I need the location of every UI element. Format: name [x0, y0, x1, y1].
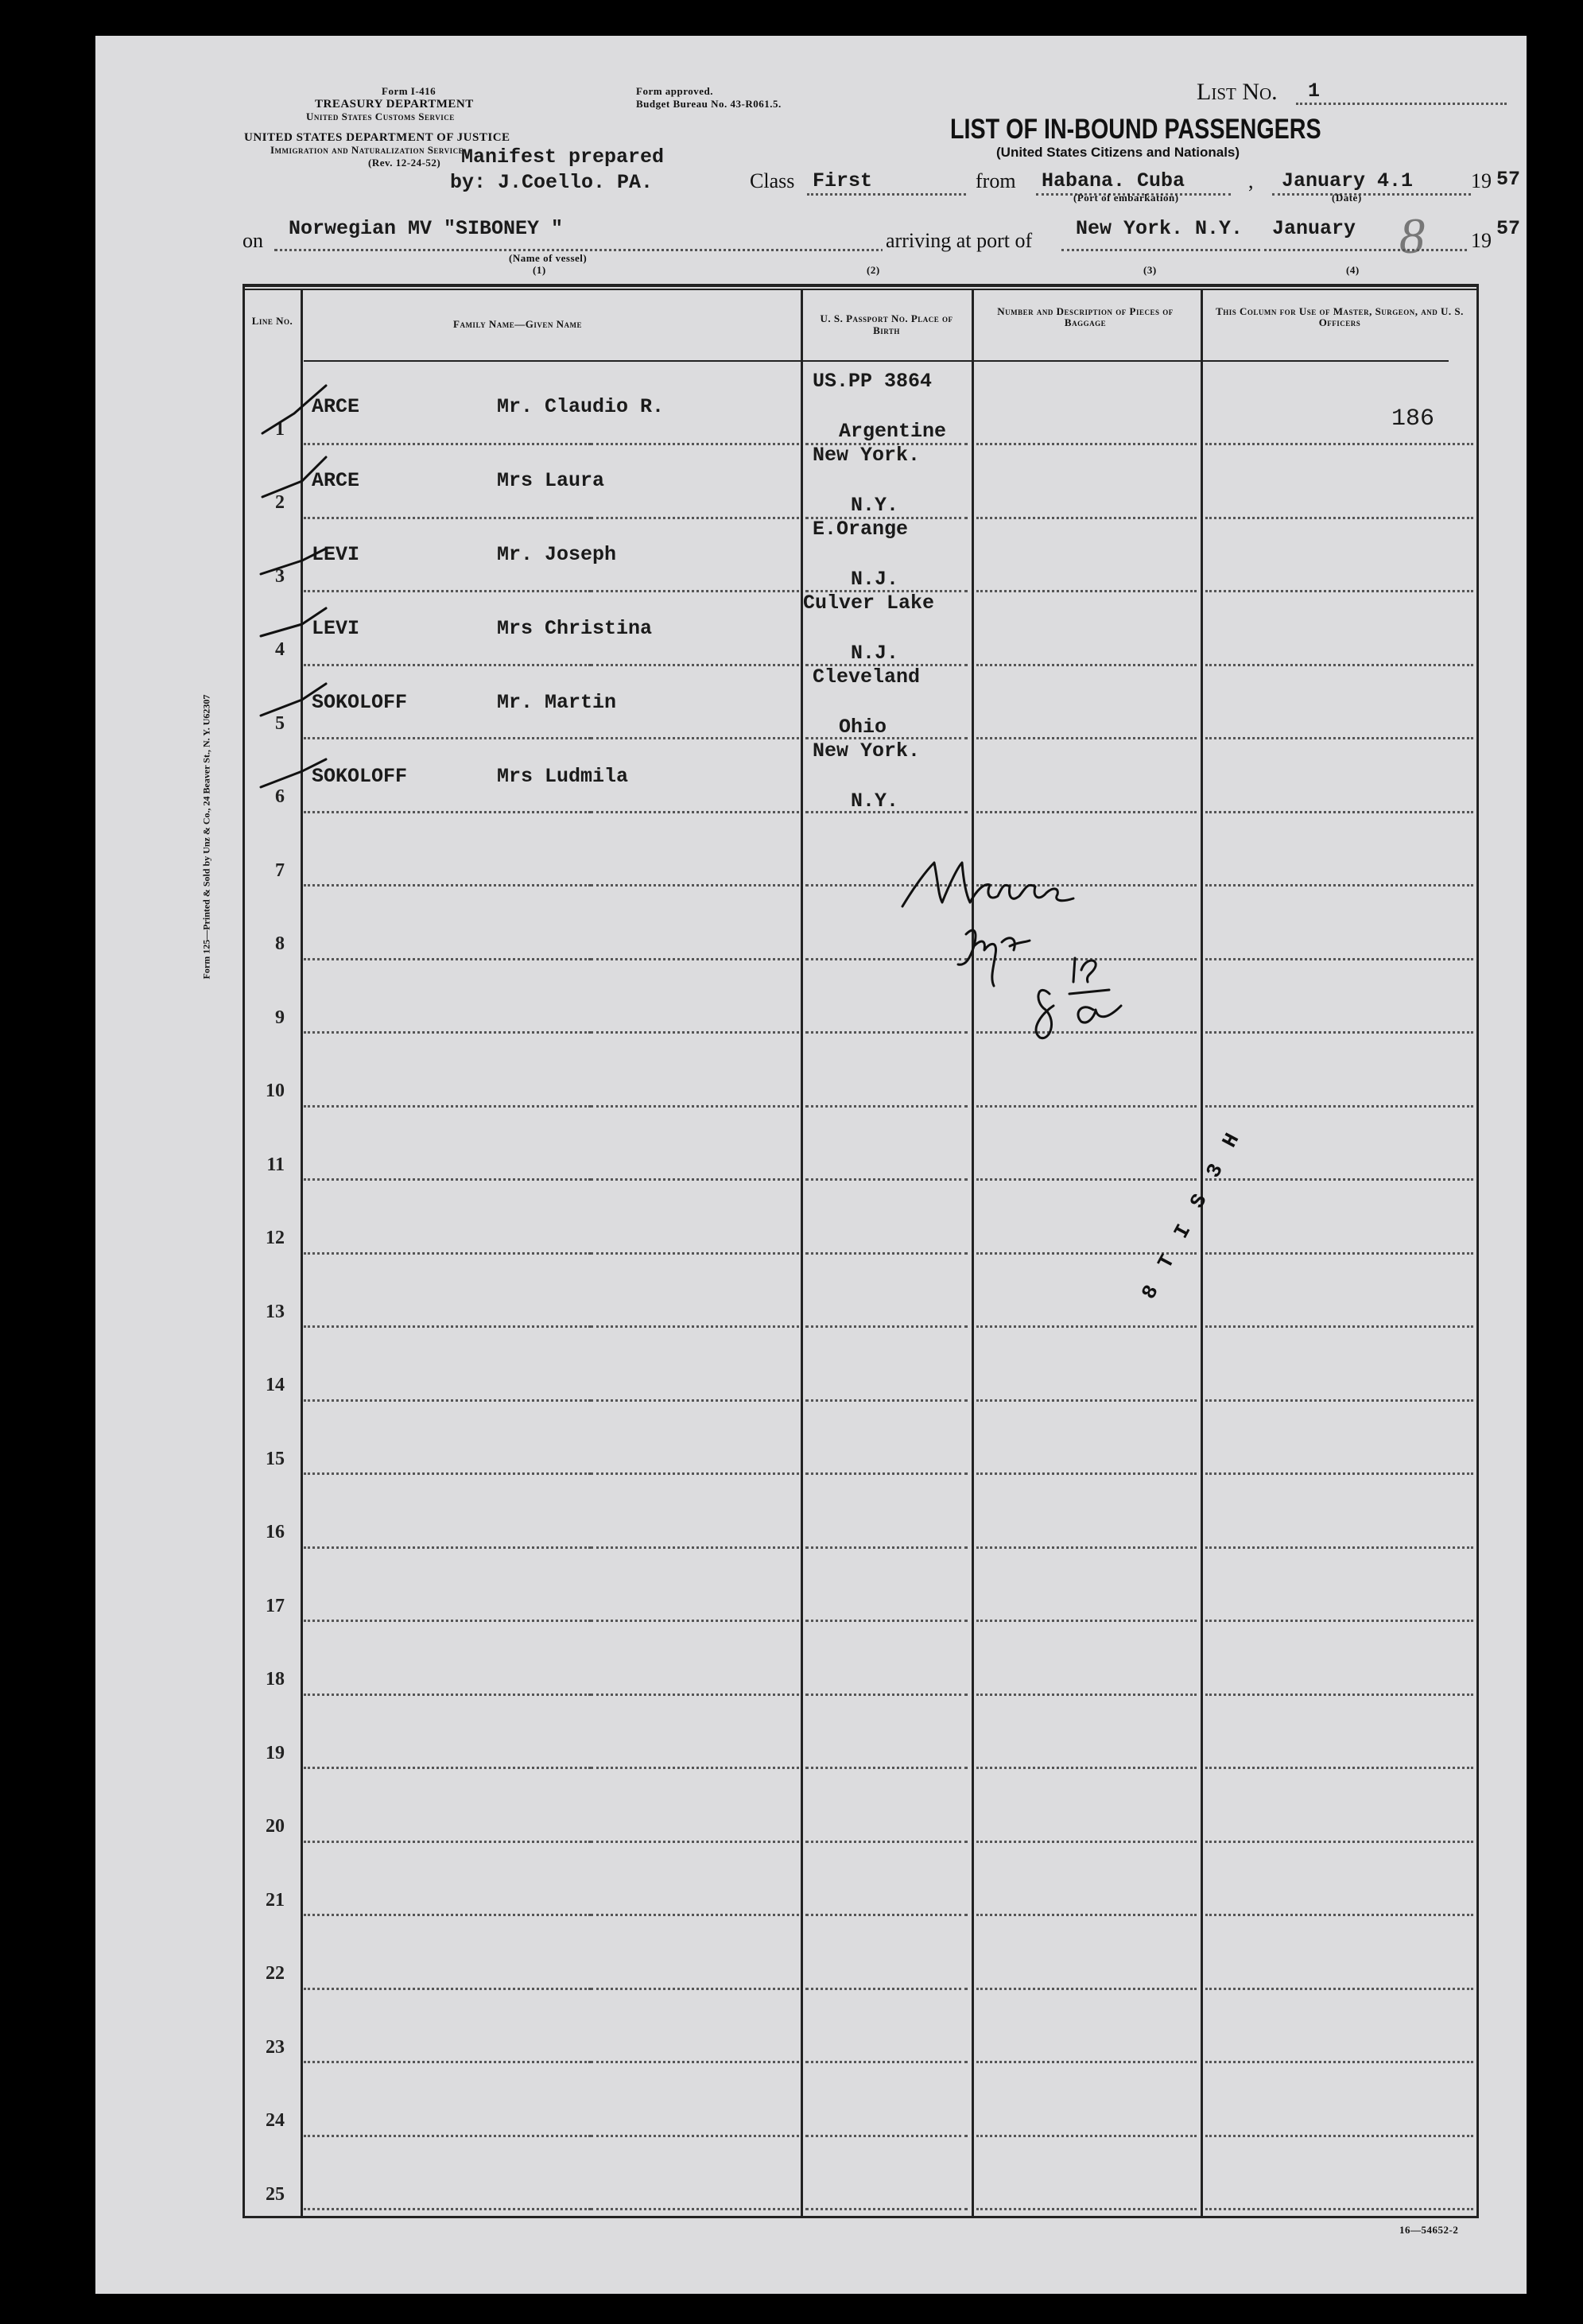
row-separator	[1205, 811, 1473, 813]
row-separator	[304, 958, 591, 960]
row-separator	[591, 1472, 799, 1475]
row-separator	[1205, 884, 1473, 887]
depart-year-prefix: 19	[1471, 169, 1492, 192]
row-separator	[1205, 1546, 1473, 1549]
row-separator	[1205, 1399, 1473, 1402]
row-separator	[976, 443, 1197, 445]
inspector-signature	[890, 839, 1129, 1053]
row-number: 17	[266, 1596, 285, 1616]
row-separator	[1205, 2135, 1473, 2137]
row-separator	[805, 1105, 968, 1108]
row-separator	[805, 1694, 968, 1696]
row-separator	[976, 1178, 1197, 1181]
passport-or-birthplace: Culver Lake	[803, 592, 935, 615]
row-number: 8	[275, 933, 285, 954]
officer-column-note: 186	[1391, 405, 1435, 433]
row-separator	[1205, 1105, 1473, 1108]
row-separator	[976, 2208, 1197, 2210]
row-separator	[591, 443, 799, 445]
row-separator	[1205, 1914, 1473, 1916]
birthplace-detail: N.Y.	[851, 494, 899, 517]
col-divider-baggage	[1201, 289, 1203, 2218]
arrival-year: 57	[1496, 217, 1521, 240]
row-number: 5	[275, 713, 285, 734]
row-separator	[976, 737, 1197, 739]
row-separator	[976, 1472, 1197, 1475]
row-separator	[304, 884, 591, 887]
birthplace-detail: N.J.	[851, 642, 899, 665]
form-revision: (Rev. 12-24-52)	[368, 157, 441, 169]
comma: ,	[1248, 169, 1254, 192]
passport-or-birthplace: Cleveland	[813, 665, 921, 689]
row-number: 14	[266, 1375, 285, 1395]
row-separator	[591, 1988, 799, 1990]
row-number: 18	[266, 1669, 285, 1690]
row-number: 2	[275, 492, 285, 513]
page-subtitle: (United States Citizens and Nationals)	[996, 145, 1240, 160]
row-separator	[591, 2135, 799, 2137]
row-number: 10	[266, 1081, 285, 1101]
row-separator	[976, 1841, 1197, 1843]
col-header-baggage: Number and Description of Pieces of Baggage	[997, 305, 1174, 328]
row-separator	[976, 1694, 1197, 1696]
row-separator	[304, 1620, 591, 1622]
port-embark-caption: (Port of embarkation)	[1073, 192, 1179, 204]
row-separator	[591, 1399, 799, 1402]
caption-1: (1)	[533, 264, 546, 276]
row-separator	[1205, 1620, 1473, 1622]
arrival-month: January	[1272, 217, 1356, 240]
row-number: 7	[275, 860, 285, 881]
row-separator	[805, 2061, 968, 2063]
row-separator	[805, 1472, 968, 1475]
row-separator	[591, 1546, 799, 1549]
row-separator	[805, 1988, 968, 1990]
row-separator	[591, 517, 799, 519]
row-number: 21	[266, 1890, 285, 1911]
row-number: 3	[275, 566, 285, 587]
row-separator	[805, 1325, 968, 1328]
row-separator	[1205, 590, 1473, 592]
passenger-family-name: LEVI	[312, 617, 360, 640]
table-top-border-2	[242, 289, 1479, 290]
row-separator	[304, 1767, 591, 1769]
row-separator	[304, 1105, 591, 1108]
birthplace-detail: Ohio	[839, 716, 887, 739]
page-title: LIST OF IN-BOUND PASSENGERS	[950, 114, 1321, 145]
row-separator	[1205, 664, 1473, 666]
row-separator	[976, 1105, 1197, 1108]
row-separator	[1205, 1988, 1473, 1990]
row-separator	[976, 1988, 1197, 1990]
list-no-label: List No.	[1197, 79, 1278, 105]
passport-or-birthplace: US.PP 3864	[813, 370, 933, 393]
row-separator	[304, 1178, 591, 1181]
row-separator	[1205, 443, 1473, 445]
row-separator	[976, 2135, 1197, 2137]
table-right-border	[1476, 284, 1479, 2218]
check-marks	[239, 354, 366, 863]
departure-year: 57	[1496, 168, 1521, 191]
row-separator	[976, 2061, 1197, 2063]
row-number: 20	[266, 1816, 285, 1837]
row-separator	[304, 1694, 591, 1696]
row-separator	[591, 1694, 799, 1696]
form-approved: Form approved.	[636, 85, 714, 97]
list-no-value: 1	[1308, 80, 1321, 103]
row-separator	[591, 664, 799, 666]
arriving-label: arriving at port of	[883, 229, 1035, 253]
row-separator	[805, 1841, 968, 1843]
row-separator	[591, 1325, 799, 1328]
dept-immigration: Immigration and Naturalization Service	[270, 144, 464, 156]
dept-customs: United States Customs Service	[306, 111, 455, 122]
arrival-day-handwritten: 8	[1399, 208, 1425, 264]
row-separator	[304, 1546, 591, 1549]
row-separator	[1205, 1031, 1473, 1034]
row-number: 6	[275, 786, 285, 807]
row-separator	[976, 1620, 1197, 1622]
row-number: 25	[266, 2184, 285, 2205]
footer-code: 16—54652-2	[1399, 2224, 1459, 2236]
row-separator	[304, 2061, 591, 2063]
row-separator	[805, 1546, 968, 1549]
row-separator	[1205, 2061, 1473, 2063]
birthplace-detail: N.Y.	[851, 790, 899, 813]
row-separator	[591, 2061, 799, 2063]
row-separator	[805, 2135, 968, 2137]
row-separator	[304, 1031, 591, 1034]
col-divider-name	[801, 289, 803, 2218]
row-number: 12	[266, 1228, 285, 1248]
row-separator	[1205, 1472, 1473, 1475]
row-number: 4	[275, 639, 285, 660]
row-separator	[591, 1620, 799, 1622]
row-number: 1	[275, 419, 285, 440]
row-separator	[1205, 1767, 1473, 1769]
row-separator	[304, 1399, 591, 1402]
row-separator	[805, 1178, 968, 1181]
table-top-border	[242, 284, 1479, 287]
header-underline	[304, 360, 1449, 362]
passenger-given-name: Mr. Claudio R.	[497, 395, 665, 418]
dept-justice: UNITED STATES DEPARTMENT OF JUSTICE	[244, 131, 510, 144]
port-of-embarkation: Habana. Cuba	[1042, 169, 1185, 192]
table-bottom-border	[242, 2216, 1479, 2218]
vessel-caption: (Name of vessel)	[509, 252, 588, 264]
row-separator	[591, 1178, 799, 1181]
row-separator	[591, 958, 799, 960]
row-separator	[976, 1399, 1197, 1402]
passenger-family-name: ARCE	[312, 469, 360, 492]
passenger-given-name: Mr. Martin	[497, 691, 617, 714]
passport-or-birthplace: E.Orange	[813, 518, 909, 541]
vessel-name: Norwegian MV "SIBONEY "	[289, 217, 564, 240]
passenger-family-name: SOKOLOFF	[312, 691, 408, 714]
row-number: 22	[266, 1963, 285, 1984]
row-separator	[1205, 2208, 1473, 2210]
row-number: 9	[275, 1007, 285, 1028]
from-label: from	[976, 169, 1016, 192]
col-header-officers: This Column for Use of Master, Surgeon, and U. S. Officers	[1216, 305, 1464, 328]
row-separator	[591, 884, 799, 887]
row-separator	[805, 2208, 968, 2210]
col-header-name: Family Name—Given Name	[453, 318, 583, 330]
row-separator	[976, 517, 1197, 519]
row-separator	[976, 1546, 1197, 1549]
passenger-given-name: Mrs Laura	[497, 469, 605, 492]
row-separator	[1205, 958, 1473, 960]
row-number: 13	[266, 1302, 285, 1322]
row-separator	[304, 2208, 591, 2210]
row-separator	[304, 1472, 591, 1475]
manifest-prepared-line1: Manifest prepared	[461, 145, 665, 169]
passport-or-birthplace: New York.	[813, 444, 921, 467]
row-separator	[976, 1914, 1197, 1916]
col-header-line: Line No.	[251, 315, 293, 327]
row-separator	[1205, 1252, 1473, 1255]
manifest-prepared-line2: by: J.Coello. PA.	[450, 171, 654, 194]
caption-4: (4)	[1346, 264, 1360, 276]
row-separator	[976, 811, 1197, 813]
row-separator	[304, 2135, 591, 2137]
row-separator	[1205, 1325, 1473, 1328]
caption-2: (2)	[867, 264, 880, 276]
birthplace-detail: Argentine	[839, 420, 947, 443]
row-separator	[805, 1767, 968, 1769]
class-value: First	[813, 169, 873, 192]
budget-bureau: Budget Bureau No. 43-R061.5.	[636, 98, 782, 110]
row-separator	[805, 1620, 968, 1622]
row-separator	[805, 1914, 968, 1916]
passenger-family-name: SOKOLOFF	[312, 765, 408, 788]
passenger-family-name: ARCE	[312, 395, 360, 418]
row-separator	[591, 1252, 799, 1255]
passenger-given-name: Mr. Joseph	[497, 543, 617, 566]
row-number: 19	[266, 1743, 285, 1763]
row-separator	[304, 1988, 591, 1990]
caption-3: (3)	[1143, 264, 1157, 276]
row-separator	[591, 1767, 799, 1769]
arrival-year-prefix: 19	[1471, 229, 1492, 252]
arrival-port: New York. N.Y.	[1076, 217, 1244, 240]
row-separator	[1205, 517, 1473, 519]
class-label: Class	[750, 169, 795, 192]
row-separator	[304, 1914, 591, 1916]
row-separator	[976, 1325, 1197, 1328]
row-separator	[304, 1325, 591, 1328]
dept-treasury: TREASURY DEPARTMENT	[315, 98, 474, 111]
row-separator	[591, 1031, 799, 1034]
birthplace-detail: N.J.	[851, 568, 899, 591]
row-separator	[1205, 1178, 1473, 1181]
passenger-family-name: LEVI	[312, 543, 360, 566]
row-separator	[1205, 1694, 1473, 1696]
row-number: 24	[266, 2110, 285, 2131]
manifest-page	[95, 36, 1527, 2294]
departure-date: January 4.1	[1282, 169, 1414, 192]
row-separator	[976, 1767, 1197, 1769]
row-separator	[591, 737, 799, 739]
row-separator	[591, 1841, 799, 1843]
row-separator	[805, 1252, 968, 1255]
row-separator	[1205, 1841, 1473, 1843]
passenger-given-name: Mrs Christina	[497, 617, 653, 640]
row-separator	[1205, 737, 1473, 739]
row-number: 11	[266, 1154, 285, 1175]
row-number: 15	[266, 1449, 285, 1469]
row-number: 16	[266, 1522, 285, 1542]
form-id: Form I-416	[382, 85, 436, 97]
row-separator	[591, 811, 799, 813]
rubber-stamp: 8 T I S 3 H	[1137, 1125, 1247, 1304]
row-separator	[805, 1399, 968, 1402]
side-printer-text: Form 125—Printed & Sold by Unz & Co., 24 Beaver St., N. Y. U62307	[200, 694, 212, 980]
row-separator	[591, 590, 799, 592]
col-header-passport: U. S. Passport No. Place of Birth	[820, 312, 953, 336]
row-separator	[304, 1252, 591, 1255]
passport-or-birthplace: New York.	[813, 739, 921, 762]
row-separator	[591, 1914, 799, 1916]
passenger-given-name: Mrs Ludmila	[497, 765, 629, 788]
row-separator	[976, 664, 1197, 666]
on-label: on	[242, 229, 263, 252]
col-divider-passport	[972, 289, 974, 2218]
row-separator	[591, 1105, 799, 1108]
date-caption: (Date)	[1332, 192, 1362, 204]
row-separator	[591, 2208, 799, 2210]
row-separator	[976, 590, 1197, 592]
row-number: 23	[266, 2037, 285, 2058]
row-separator	[304, 1841, 591, 1843]
